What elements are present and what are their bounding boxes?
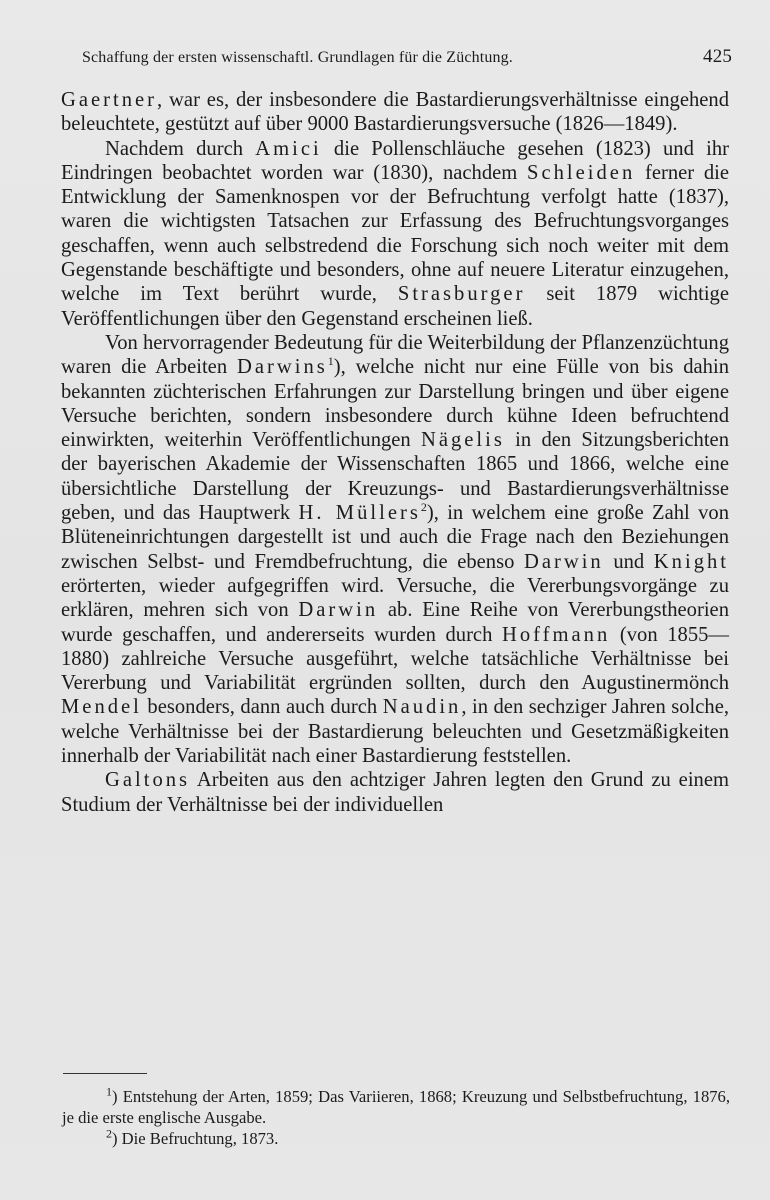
text-run: in den Sitzungsberichten der bayerischen Akademie der Wissenschaften 1865 und 1866, welche eine übersichtliche Darstellung der Kreuzungs- und Bastardierungsverhältnisse geben, und das Hauptwerk <box>61 429 729 525</box>
footnote-separator <box>63 1073 147 1074</box>
author-name: Darwin <box>523 550 604 573</box>
text-run: die Pollenschläuche gesehen (1823) und ihr Eindringen beobachtet worden war (1830), nachdem <box>61 137 729 184</box>
author-name: Darwins <box>237 356 328 379</box>
footnote-mark: 2 <box>106 1126 112 1141</box>
text-run: Arbeiten aus den achtziger Jahren legten den Grund zu einem Studium der Verhältnisse bei der individuellen <box>61 769 729 816</box>
text-run: ), in welchem eine große Zahl von Blüteneinrichtungen dargestellt ist und auch die Frage nach den Beziehungen zwischen Selbst- und Fremdbefruchtung, die ebenso <box>61 502 729 573</box>
text-run: Von hervorragender Bedeutung für die Weiterbildung der Pflanzenzüchtung waren die Arbeiten <box>61 331 729 379</box>
author-name: Mendel <box>61 696 142 719</box>
author-name: H. Müllers <box>298 502 421 525</box>
running-header <box>82 46 732 68</box>
footnote-mark: 1 <box>106 1084 112 1099</box>
paragraph-3 <box>61 331 729 768</box>
text-run: ferner die Entwicklung der Samenknospen vor der Befruchtung verfolgt hatte (1837), waren die wichtigsten Tatsachen zur Erfassung des Befruchtungsvorganges geschaffen, wenn auch selbstredend die Forschung sich noch weiter mit dem Gegenstande beschäftigte und besonders, ohne auf neuere Literatur einzugehen, welche im Text berührt wurde, <box>61 161 729 306</box>
footnotes <box>62 1086 730 1149</box>
footnote-2 <box>62 1128 730 1149</box>
author-name: Gaertner <box>61 89 158 111</box>
author-name: Strasburger <box>397 283 526 306</box>
author-name: Naudin <box>382 696 462 719</box>
footnote-text: ) Entstehung der Arten, 1859; Das Variieren, 1868; Kreuzung und Selbstbefruchtung, 1876, je die erste englische Ausgabe. <box>62 1087 730 1127</box>
footnote-ref: 1 <box>327 354 334 369</box>
paragraph-2 <box>61 137 729 331</box>
paragraph-1 <box>61 88 729 137</box>
text-run: , war es, der insbesondere die Bastardierungsverhältnisse eingehend beleuchtete, gestützt auf über 9000 Bastardierungsversuche (1826—1849). <box>61 89 729 136</box>
text-run: Nachdem durch <box>105 137 256 160</box>
main-text <box>61 88 729 817</box>
footnote-ref: 2 <box>420 500 427 515</box>
author-name: Hoffmann <box>501 623 611 646</box>
author-name: Schleiden <box>527 161 636 184</box>
text-run: ), welche nicht nur eine Fülle von bis dahin bekannten züchterischen Erfahrungen zur Darstellung bringen und über eigene Versuche berichten, sondern insbesondere durch kühne Ideen befruchtend einwirkten, weiterhin Veröffentlichungen <box>61 356 729 452</box>
footnote-1 <box>62 1086 730 1128</box>
text-run: seit 1879 wichtige Veröffentlichungen über den Gegenstand erscheinen ließ. <box>61 283 729 330</box>
author-name: Darwin <box>298 599 379 622</box>
author-name: Galtons <box>105 769 191 792</box>
running-title: Schaffung der ersten wissenschaftl. Grundlagen für die Züchtung. <box>82 49 513 66</box>
text-run: erörterten, wieder aufgegriffen wird. Versuche, die Vererbungsvorgänge zu erklären, mehren sich von <box>61 574 729 622</box>
text-run: besonders, dann auch durch <box>141 696 383 719</box>
author-name: Knight <box>653 550 730 573</box>
author-name: Nägelis <box>420 429 505 452</box>
author-name: Amici <box>255 137 322 160</box>
text-run: , in den sechziger Jahren solche, welche Verhältnisse bei der Bastardierung beleuchten und Gesetzmäßigkeiten innerhalb der Variabilität nach einer Bastardierung feststellen. <box>61 696 729 768</box>
text-run: und <box>603 550 654 573</box>
footnote-text: ) Die Befruchtung, 1873. <box>112 1129 279 1148</box>
paragraph-4 <box>61 768 729 817</box>
text-run: ab. Eine Reihe von Vererbungstheorien wurde geschaffen, und andererseits wurden durch <box>61 599 729 646</box>
page-number: 425 <box>703 46 732 67</box>
text-run: (von 1855—1880) zahlreiche Versuche ausgeführt, welche tatsächliche Verhältnisse bei Vererbung und Variabilität ergründen sollten, durch den Augustinermönch <box>61 623 730 695</box>
